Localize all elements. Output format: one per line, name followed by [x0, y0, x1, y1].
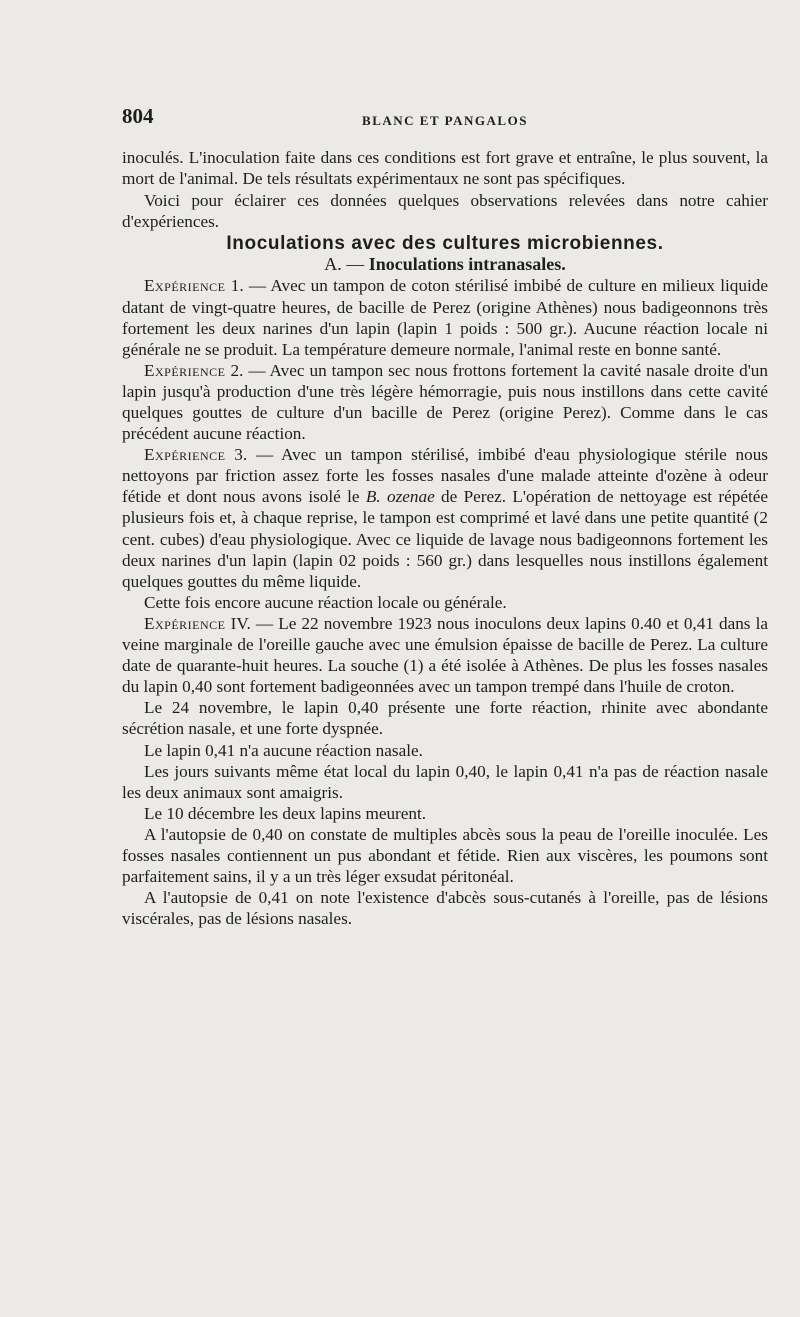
experiment-text: 3. — Avec un tampon stérilisé, imbibé d'eau physiologique stérile nous nettoyons par friction assez forte les fosses nasales d'une malade atteinte d'ozène à odeur fétide et dont nous avons isolé le [122, 445, 768, 507]
followup-paragraph: A l'autopsie de 0,41 on note l'existence d'abcès sous-cutanés à l'oreille, pas de lésions viscérales, pas de lésions nasales. [122, 888, 768, 929]
experiment-1 [122, 275, 768, 359]
intro-paragraph-2: Voici pour éclairer ces données quelques observations relevées dans notre cahier d'expériences. [122, 190, 768, 232]
experiment-label: Expérience [144, 445, 226, 465]
experiment-2 [122, 360, 768, 444]
subsection-title [122, 254, 768, 275]
page-body [122, 147, 768, 929]
experiment-label: Expérience [144, 360, 226, 380]
experiment-3 [122, 444, 768, 592]
followup-paragraph: Les jours suivants même état local du lapin 0,40, le lapin 0,41 n'a pas de réaction nasale les deux animaux sont amaigris. [122, 761, 768, 802]
followup-paragraph: Le lapin 0,41 n'a aucune réaction nasale. [144, 740, 423, 760]
experiment-4 [122, 613, 768, 697]
section-title: Inoculations avec des cultures microbiennes. [226, 232, 664, 254]
experiment-label: Expérience [144, 276, 226, 296]
experiment-text: de Perez. L'opération de nettoyage est répétée plusieurs fois et, à chaque reprise, le tampon est comprimé et lavé dans une petite quantité (2 cent. cubes) d'eau physiologique. Avec ce liquide de lavage nous badigeonnons fortement les deux narines d'un lapin (lapin 02 poids : 560 gr.) dans lesquelles nous instillons également quelques gouttes du même liquide. [122, 487, 768, 591]
experiment-label: Expérience [144, 613, 226, 633]
experiment-text: 1. — Avec un tampon de coton stérilisé imbibé de culture en milieux liquide datant de vingt-quatre heures, de bacille de Perez (origine Athènes) nous badigeonnons très fortement les deux narines d'un lapin (lapin 1 poids : 500 gr.). Aucune réaction locale ni générale ne se produit. La température demeure normale, l'animal reste en bonne santé. [122, 276, 768, 359]
intro-paragraph-1: inoculés. L'inoculation faite dans ces conditions est fort grave et entraîne, le plus souvent, la mort de l'animal. De tels résultats expérimentaux ne sont pas spécifiques. [122, 148, 768, 189]
experiment-text: 2. — Avec un tampon sec nous frottons fortement la cavité nasale droite d'un lapin jusqu'à production d'une très légère hémorragie, puis nous instillons dans cette cavité quelques gouttes de culture d'un bacille de Perez (origine Perez). Comme dans le cas précédent aucune réaction. [122, 360, 768, 444]
running-head: BLANC ET PANGALOS [362, 113, 528, 128]
experiment-text: IV. — Le 22 novembre 1923 nous inoculons deux lapins 0.40 et 0,41 dans la veine marginale de l'oreille gauche avec une émulsion épaisse de bacille de Perez. La culture date de quarante-huit heures. La souche (1) a été isolée à Athènes. De plus les fosses nasales du lapin 0,40 sont fortement badigeonnées avec un tampon trempé dans l'huile de croton. [122, 613, 768, 697]
followup-paragraph: Le 24 novembre, le lapin 0,40 présente une forte réaction, rhinite avec abondante sécrétion nasale, et une forte dyspnée. [122, 698, 768, 739]
followup-paragraph: Le 10 décembre les deux lapins meurent. [144, 803, 427, 823]
subsection-letter: A. — [324, 254, 369, 275]
species-name: B. ozenae [365, 487, 435, 507]
subsection-heading: Inoculations intranasales. [368, 254, 566, 275]
page-header [122, 104, 768, 136]
followup-paragraph: A l'autopsie de 0,40 on constate de multiples abcès sous la peau de l'oreille inoculée. Les fosses nasales contiennent un pus abondant et fétide. Rien aux viscères, les poumons sont parfaitement sains, il y a un très léger exsudat péritonéal. [122, 824, 768, 887]
page-number: 804 [122, 104, 154, 128]
experiment-3-followup: Cette fois encore aucune réaction locale ou générale. [144, 592, 507, 612]
